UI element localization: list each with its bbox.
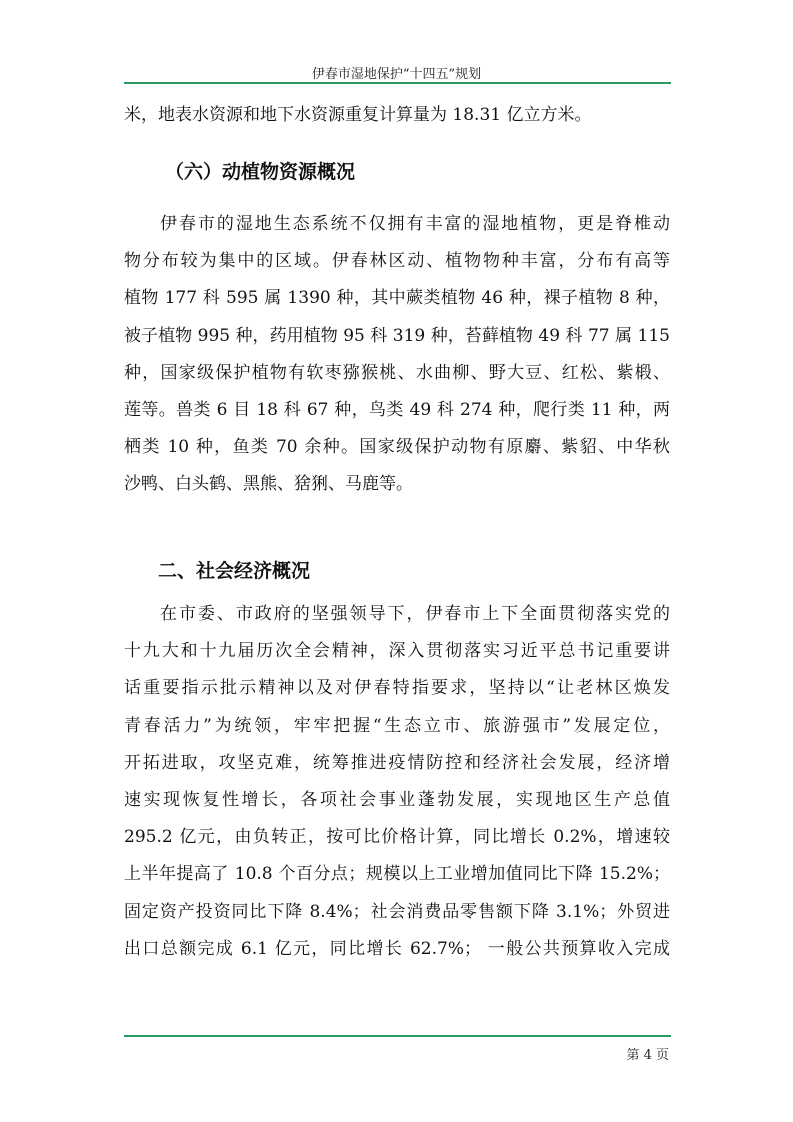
text-line: 伊春市的湿地生态系统不仅拥有丰富的湿地植物，更是脊椎动 — [160, 214, 670, 234]
text-line: 物分布较为集中的区域。伊春林区动、植物物种丰富，分布有高等 — [124, 251, 670, 272]
page-number: 第 4 页 — [626, 1048, 669, 1063]
text-line: 295.2 亿元，由负转正，按可比价格计算，同比增长 0.2%，增速较 — [124, 827, 670, 848]
text-line: 速实现恢复性增长，各项社会事业蓬勃发展，实现地区生产总值 — [124, 790, 670, 811]
text-line: 青春活力”为统领，牢牢把握“生态立市、旅游强市”发展定位， — [124, 715, 670, 736]
paragraph-economy — [124, 596, 670, 968]
text-line: 上半年提高了 10.8 个百分点；规模以上工业增加值同比下降 15.2%； — [124, 864, 670, 885]
text-line: 开拓进取，攻坚克难，统筹推进疫情防控和经济社会发展，经济增 — [124, 752, 670, 773]
text-line: 十九大和十九届历次全会精神，深入贯彻落实习近平总书记重要讲 — [124, 641, 670, 662]
paragraph-continued — [124, 97, 670, 134]
text-line: 在市委、市政府的坚强领导下，伊春市上下全面贯彻落实党的 — [160, 604, 670, 624]
header-divider — [124, 82, 671, 84]
running-header-title: 伊春市湿地保护“十四五”规划 — [311, 67, 482, 82]
section-heading-fauna-flora: （六）动植物资源概况 — [165, 161, 356, 183]
text-line: 出口总额完成 6.1 亿元，同比增长 62.7%； 一般公共预算收入完成 — [124, 938, 670, 959]
text-line: 沙鸭、白头鹤、黑熊、猞猁、马鹿等。 — [124, 474, 413, 495]
text-line: 莲等。兽类 6 目 18 科 67 种，鸟类 49 科 274 种，爬行类 11 种，两 — [124, 400, 670, 421]
text-line: 米，地表水资源和地下水资源重复计算量为 18.31 亿立方米。 — [124, 105, 592, 125]
text-line: 话重要指示批示精神以及对伊春特指要求，坚持以“让老林区焕发 — [124, 678, 670, 699]
footer-divider — [124, 1035, 671, 1037]
text-line: 固定资产投资同比下降 8.4%；社会消费品零售额下降 3.1%；外贸进 — [124, 901, 670, 922]
text-line: 被子植物 995 种，药用植物 95 科 319 种，苔藓植物 49 科 77 属 115 — [124, 325, 670, 346]
text-line: 植物 177 科 595 属 1390 种，其中蕨类植物 46 种，裸子植物 8 种， — [124, 288, 670, 309]
paragraph-fauna-flora — [124, 206, 670, 504]
text-line: 种，国家级保护植物有软枣猕猴桃、水曲柳、野大豆、红松、紫椴、 — [124, 362, 670, 383]
text-line: 栖类 10 种，鱼类 70 余种。国家级保护动物有原麝、紫貂、中华秋 — [124, 437, 670, 458]
section-heading-socioeconomic: 二、社会经济概况 — [158, 560, 311, 582]
